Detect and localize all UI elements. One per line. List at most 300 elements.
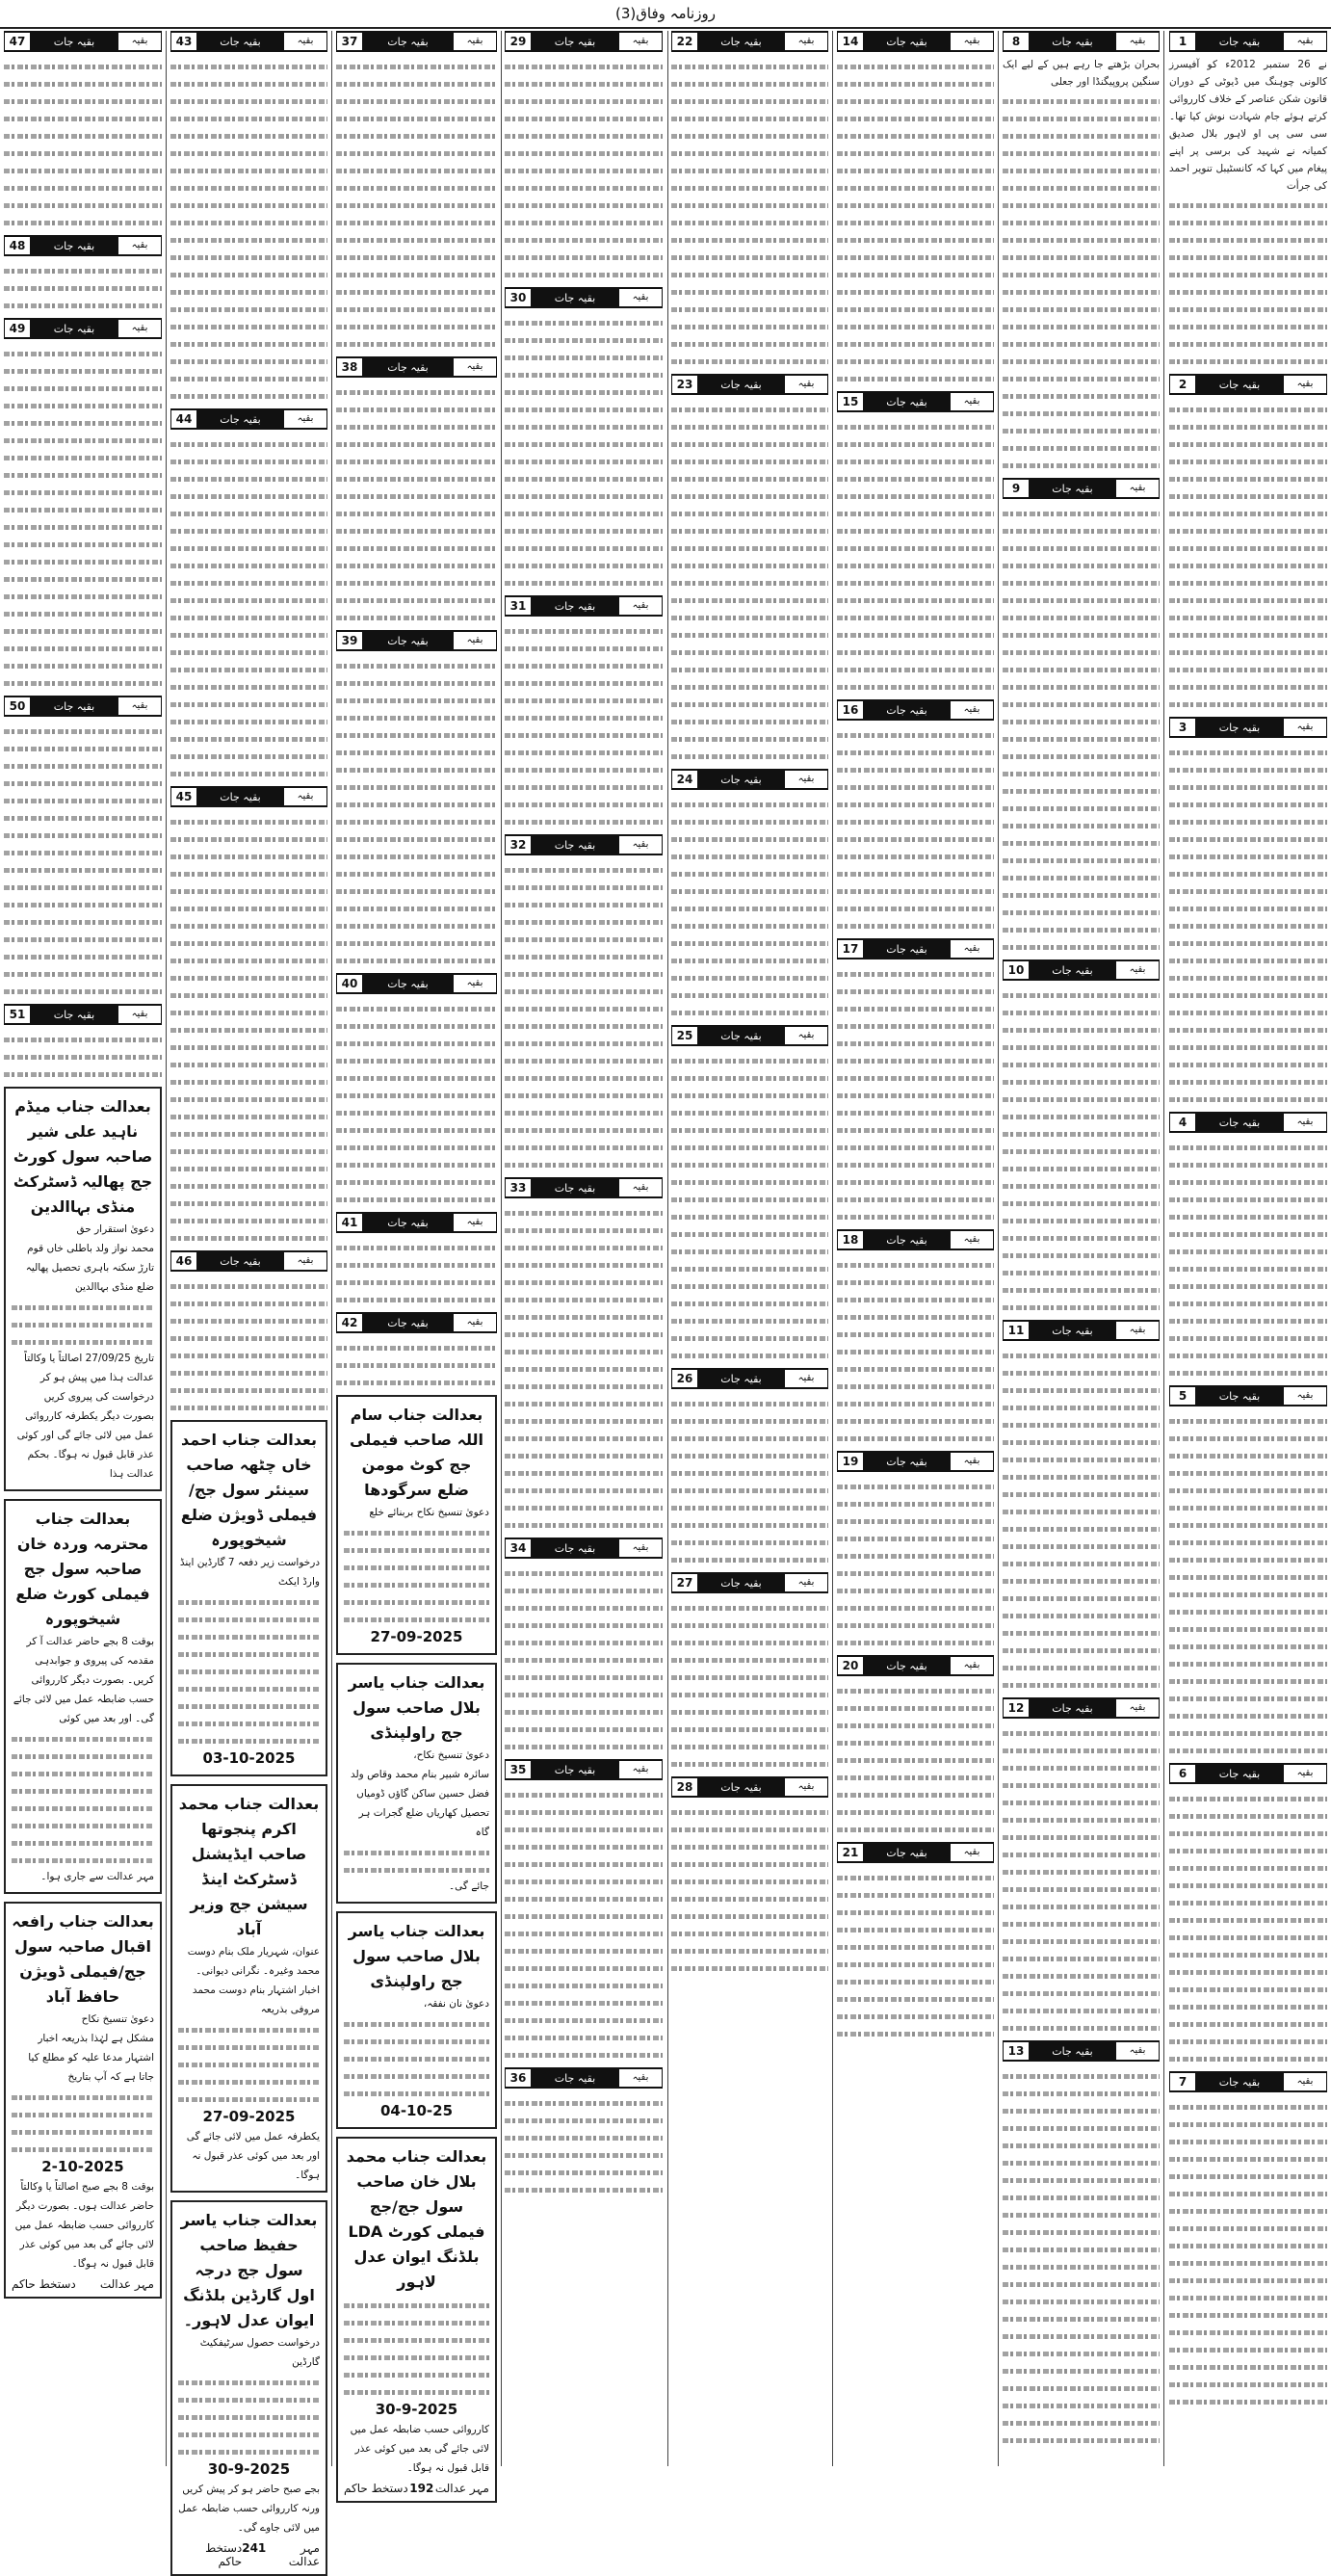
text-line xyxy=(1169,881,1327,898)
text-line xyxy=(1169,1310,1327,1327)
text-line xyxy=(344,2031,489,2048)
text-line xyxy=(837,247,994,264)
text-line xyxy=(336,264,497,281)
text-line xyxy=(505,416,663,434)
text-line xyxy=(170,763,327,780)
continuation-number: 20 xyxy=(838,1657,864,1674)
column-5 xyxy=(501,31,666,2466)
text-line xyxy=(344,2364,489,2381)
continuation-tag: بقیہ xyxy=(618,1539,662,1557)
text-line xyxy=(170,247,327,264)
text-line xyxy=(837,1393,994,1410)
continuation-article xyxy=(1003,2040,1160,2447)
text-line xyxy=(505,1701,663,1719)
text-line xyxy=(336,451,497,468)
text-line xyxy=(671,399,828,416)
text-line xyxy=(671,828,828,846)
text-line xyxy=(1003,247,1160,264)
text-line xyxy=(837,1376,994,1393)
text-line xyxy=(4,295,162,312)
continuation-header xyxy=(837,1451,994,1472)
text-line xyxy=(1003,1432,1160,1449)
continuation-label: بقیہ جات xyxy=(720,1780,762,1794)
text-line xyxy=(505,1667,663,1684)
text-line xyxy=(336,316,497,333)
text-line xyxy=(1003,2308,1160,2326)
text-line xyxy=(837,125,994,143)
text-line xyxy=(671,1119,828,1137)
text-line xyxy=(1003,1740,1160,1757)
text-line xyxy=(1003,850,1160,867)
text-line xyxy=(837,351,994,368)
continuation-tag: بقیہ xyxy=(117,237,161,254)
text-line xyxy=(170,108,327,125)
text-line xyxy=(1003,1345,1160,1362)
continuation-article xyxy=(4,1004,162,1081)
text-line xyxy=(671,711,828,728)
text-line xyxy=(505,981,663,998)
text-line xyxy=(1169,776,1327,794)
continuation-number: 27 xyxy=(672,1574,698,1591)
continuation-label: بقیہ جات xyxy=(720,1576,762,1590)
continuation-label: بقیہ جات xyxy=(554,838,596,852)
continuation-number: 8 xyxy=(1004,33,1030,50)
text-line xyxy=(1169,264,1327,281)
text-line xyxy=(1003,125,1160,143)
text-line xyxy=(671,1888,828,1906)
text-line xyxy=(1169,503,1327,520)
text-line xyxy=(336,143,497,160)
text-line xyxy=(837,572,994,590)
continuation-article xyxy=(837,391,994,694)
text-line xyxy=(837,108,994,125)
continuation-filler xyxy=(336,381,497,624)
text-line xyxy=(1003,2117,1160,2135)
text-line xyxy=(505,1202,663,1220)
text-line xyxy=(4,894,162,911)
notice-text: عنوان، شہریار ملک بنام دوست محمد وغیرہ۔ نگرانی دیوانی۔ اخبار اشتہار بنام دوست محمد مروفی بذریعہ xyxy=(187,1946,320,2015)
continuation-header xyxy=(837,699,994,721)
text-line xyxy=(1169,1445,1327,1462)
text-line xyxy=(1003,2017,1160,2035)
continuation-tag: بقیہ xyxy=(950,33,993,50)
text-line xyxy=(671,1497,828,1514)
hearing-date: 30-9-2025 xyxy=(375,2401,458,2418)
text-line xyxy=(4,430,162,447)
continuation-article xyxy=(1169,1763,1327,2065)
continuation-header xyxy=(505,31,663,52)
text-line xyxy=(671,1514,828,1532)
continuation-article xyxy=(1003,478,1160,954)
text-line xyxy=(170,1193,327,1210)
continuation-article xyxy=(505,287,663,590)
text-line xyxy=(4,412,162,430)
text-line xyxy=(505,1254,663,1272)
text-line xyxy=(837,1919,994,1936)
text-line xyxy=(170,177,327,195)
text-line xyxy=(671,881,828,898)
continuation-number: 4 xyxy=(1170,1114,1196,1131)
text-line xyxy=(505,707,663,724)
text-line xyxy=(1169,316,1327,333)
continuation-filler xyxy=(1003,503,1160,954)
text-line xyxy=(505,1341,663,1358)
notice-closing: جائے گی۔ xyxy=(448,1880,489,1892)
text-line xyxy=(837,333,994,351)
continuation-filler xyxy=(837,724,994,933)
text-line xyxy=(178,2019,320,2037)
hearing-date: 30-9-2025 xyxy=(207,2460,291,2478)
text-line xyxy=(178,1695,320,1713)
text-line xyxy=(837,91,994,108)
text-line xyxy=(671,1445,828,1462)
text-line xyxy=(4,638,162,655)
text-line xyxy=(505,1801,663,1819)
text-line xyxy=(837,590,994,607)
text-line xyxy=(170,56,327,73)
text-line xyxy=(336,1254,497,1272)
text-line xyxy=(1169,1788,1327,1805)
text-line xyxy=(671,1958,828,1975)
continuation-article xyxy=(1169,374,1327,711)
text-line xyxy=(4,534,162,551)
continuation-label: بقیہ جات xyxy=(886,395,927,408)
text-line xyxy=(505,1480,663,1497)
continuation-header xyxy=(336,356,497,378)
text-line xyxy=(505,264,663,281)
text-line xyxy=(1169,555,1327,572)
text-line xyxy=(336,690,497,707)
continuation-header xyxy=(1169,31,1327,52)
text-line xyxy=(336,1272,497,1289)
text-line xyxy=(1169,1002,1327,1019)
text-line xyxy=(1169,1154,1327,1171)
text-line xyxy=(1169,1892,1327,1909)
text-line xyxy=(1169,212,1327,229)
text-line xyxy=(1003,403,1160,420)
text-line xyxy=(336,333,497,351)
text-line xyxy=(1003,1605,1160,1622)
continuation-number: 50 xyxy=(5,697,31,715)
text-line xyxy=(170,1397,327,1414)
continuation-tag: بقیہ xyxy=(784,771,827,788)
continuation-header xyxy=(1169,1112,1327,1133)
continuation-label: بقیہ جات xyxy=(1052,1324,1093,1337)
text-line xyxy=(1169,2252,1327,2270)
text-line xyxy=(1169,1944,1327,1961)
continuation-header xyxy=(4,235,162,256)
text-line xyxy=(837,1954,994,1971)
text-line xyxy=(1169,811,1327,828)
text-line xyxy=(1169,1089,1327,1106)
text-line xyxy=(505,1324,663,1341)
text-line xyxy=(1169,1566,1327,1584)
text-line xyxy=(4,981,162,998)
notice-closing: کارروائی حسب ضابطہ عمل میں لائی جائے گی بعد میں کوئی عذر قابل قبول نہ ہوگا۔ xyxy=(350,2424,489,2474)
continuation-header xyxy=(336,31,497,52)
text-line xyxy=(344,2312,489,2329)
text-line xyxy=(336,1372,497,1389)
text-line xyxy=(671,1923,828,1940)
text-line xyxy=(837,1615,994,1632)
continuation-number: 37 xyxy=(337,33,363,50)
text-line xyxy=(837,898,994,915)
text-line xyxy=(12,1746,154,1763)
text-line xyxy=(1169,2131,1327,2148)
text-line xyxy=(505,212,663,229)
continuation-header xyxy=(1169,2071,1327,2092)
text-line xyxy=(671,212,828,229)
text-line xyxy=(505,486,663,503)
text-line xyxy=(336,950,497,967)
continuation-filler xyxy=(837,416,994,694)
text-line xyxy=(505,555,663,572)
text-line xyxy=(1169,1636,1327,1653)
text-line xyxy=(1003,1071,1160,1089)
text-line xyxy=(671,264,828,281)
continuation-label: بقیہ جات xyxy=(387,360,429,374)
text-line xyxy=(1003,1948,1160,1965)
continuation-filler xyxy=(336,998,497,1206)
court-notice xyxy=(4,1087,162,1491)
continuation-number: 3 xyxy=(1170,719,1196,736)
text-line xyxy=(170,434,327,451)
text-line xyxy=(170,1227,327,1245)
text-line xyxy=(505,1237,663,1254)
text-line xyxy=(336,125,497,143)
text-line xyxy=(336,416,497,434)
text-line xyxy=(671,590,828,607)
text-line xyxy=(505,2092,663,2110)
text-line xyxy=(4,672,162,690)
continuation-header xyxy=(837,31,994,52)
text-line xyxy=(837,177,994,195)
text-line xyxy=(1169,247,1327,264)
text-line xyxy=(1169,950,1327,967)
text-line xyxy=(505,811,663,828)
text-line xyxy=(1169,468,1327,486)
court-notice xyxy=(170,1420,327,1776)
text-line xyxy=(336,555,497,572)
continuation-header xyxy=(170,31,327,52)
text-line xyxy=(170,572,327,590)
text-line xyxy=(1169,1137,1327,1154)
text-line xyxy=(671,1871,828,1888)
text-line xyxy=(4,586,162,603)
text-line xyxy=(671,1189,828,1206)
text-line xyxy=(336,1171,497,1189)
masthead xyxy=(0,0,1331,29)
continuation-label: بقیہ جات xyxy=(1052,482,1093,495)
text-line xyxy=(505,364,663,381)
continuation-tag: بقیہ xyxy=(618,289,662,306)
text-line xyxy=(837,1528,994,1545)
text-line xyxy=(1003,902,1160,919)
continuation-header xyxy=(336,1212,497,1233)
text-line xyxy=(12,1850,154,1867)
text-line xyxy=(1169,1909,1327,1927)
continuation-filler xyxy=(1169,1137,1327,1380)
text-line xyxy=(505,911,663,929)
court-heading: بعدالت جناب میڈم ناہید علی شیر صاحبہ سول کورٹ جج پھالیہ ڈسٹرکٹ منڈی بہاالدین xyxy=(13,1097,153,1216)
text-line xyxy=(336,247,497,264)
text-line xyxy=(1003,1123,1160,1141)
text-line xyxy=(505,877,663,894)
continuation-text: نے 26 ستمبر 2012ء کو آفیسرز کالونی چوہنگ میں ڈیوٹی کے دوران قانون شکن عناصر کے خلاف کارروائی کرتے ہوئے جام شہادت نوش کیا تھا۔ سی سی پی او لاہور بلال صدیق کمیانہ نے شہید کی برسی پر اپنے پیغام میں کہا کہ کانسٹیبل تنویر احمد کی جرأت xyxy=(1169,59,1327,192)
text-line xyxy=(4,946,162,963)
text-line xyxy=(1003,1279,1160,1297)
text-line xyxy=(170,811,327,828)
continuation-label: بقیہ جات xyxy=(220,790,261,803)
text-line xyxy=(671,1241,828,1258)
text-line xyxy=(1169,1688,1327,1705)
text-line xyxy=(1003,538,1160,555)
text-line xyxy=(837,1632,994,1649)
text-line xyxy=(344,2329,489,2347)
text-line xyxy=(1169,2013,1327,2031)
continuation-article xyxy=(4,31,162,229)
text-line xyxy=(837,1732,994,1749)
continuation-filler xyxy=(505,56,663,281)
continuation-header xyxy=(170,408,327,430)
text-line xyxy=(170,1362,327,1380)
continuation-number: 11 xyxy=(1004,1322,1030,1339)
text-line xyxy=(837,1102,994,1119)
continuation-article xyxy=(837,938,994,1223)
text-line xyxy=(170,1019,327,1037)
text-line xyxy=(837,160,994,177)
text-line xyxy=(1169,520,1327,538)
text-line xyxy=(336,177,497,195)
text-line xyxy=(344,2048,489,2065)
text-line xyxy=(170,985,327,1002)
continuation-label: بقیہ جات xyxy=(554,291,596,304)
text-line xyxy=(336,898,497,915)
text-line xyxy=(505,1220,663,1237)
text-line xyxy=(671,1615,828,1632)
text-line xyxy=(505,503,663,520)
court-notice xyxy=(4,1902,162,2299)
text-line xyxy=(1003,1553,1160,1570)
text-line xyxy=(1003,2065,1160,2083)
text-line xyxy=(505,1376,663,1393)
text-line xyxy=(505,894,663,911)
continuation-number: 39 xyxy=(337,632,363,649)
hearing-date: 03-10-2025 xyxy=(202,1749,296,1767)
text-line xyxy=(1003,555,1160,572)
text-line xyxy=(1169,1601,1327,1618)
text-line xyxy=(505,229,663,247)
court-heading: بعدالت جناب یاسر بلال صاحب سول جج راولپنڈی xyxy=(348,1922,485,1990)
continuation-number: 24 xyxy=(672,771,698,788)
text-line xyxy=(1003,1774,1160,1792)
text-line xyxy=(336,212,497,229)
continuation-header xyxy=(505,1177,663,1198)
text-line xyxy=(1003,1397,1160,1414)
text-line xyxy=(170,1002,327,1019)
notice-text: درخواست زیر دفعہ 7 گارڈین اینڈ وارڈ ایکٹ xyxy=(179,1557,320,1588)
text-line xyxy=(1003,572,1160,590)
text-line xyxy=(1003,832,1160,850)
text-line xyxy=(505,1067,663,1085)
text-line xyxy=(671,520,828,538)
text-line xyxy=(1169,985,1327,1002)
text-line xyxy=(1169,846,1327,863)
text-line xyxy=(671,1667,828,1684)
text-line xyxy=(1003,2378,1160,2395)
text-line xyxy=(1003,1484,1160,1501)
text-line xyxy=(1169,1223,1327,1241)
continuation-number: 1 xyxy=(1170,33,1196,50)
text-line xyxy=(671,1428,828,1445)
text-line xyxy=(671,1906,828,1923)
text-line xyxy=(170,73,327,91)
text-line xyxy=(336,828,497,846)
text-line xyxy=(170,1293,327,1310)
text-line xyxy=(1169,1327,1327,1345)
continuation-tag: بقیہ xyxy=(453,1214,496,1231)
text-line xyxy=(4,755,162,773)
continuation-label: بقیہ جات xyxy=(387,35,429,48)
text-line xyxy=(336,229,497,247)
text-line xyxy=(671,1275,828,1293)
text-line xyxy=(671,1853,828,1871)
text-line xyxy=(336,108,497,125)
text-line xyxy=(1169,2200,1327,2218)
text-line xyxy=(170,91,327,108)
text-line xyxy=(1003,1002,1160,1019)
text-line xyxy=(178,2054,320,2071)
text-line xyxy=(178,1609,320,1626)
text-line xyxy=(1003,281,1160,299)
continuation-tag: بقیہ xyxy=(453,632,496,649)
text-line xyxy=(4,177,162,195)
text-line xyxy=(1003,1297,1160,1314)
court-notice xyxy=(336,1395,497,1655)
newspaper-title: روزنامہ وفاق(3) xyxy=(615,5,716,22)
text-line xyxy=(505,1289,663,1306)
text-line xyxy=(1169,642,1327,659)
court-notice xyxy=(336,2137,497,2503)
continuation-number: 5 xyxy=(1170,1387,1196,1405)
text-line xyxy=(336,1015,497,1033)
text-line xyxy=(170,1054,327,1071)
text-line xyxy=(170,1210,327,1227)
text-line xyxy=(1169,1875,1327,1892)
continuation-tag: بقیہ xyxy=(950,940,993,958)
continuation-filler xyxy=(671,1597,828,1771)
text-line xyxy=(4,877,162,894)
continuation-tag: بقیہ xyxy=(618,836,662,854)
continuation-article xyxy=(336,1212,497,1306)
text-line xyxy=(1169,1840,1327,1857)
continuation-number: 29 xyxy=(506,33,532,50)
text-line xyxy=(170,898,327,915)
column-7 xyxy=(167,31,331,2568)
continuation-filler xyxy=(4,343,162,690)
text-line xyxy=(178,1626,320,1643)
text-line xyxy=(4,395,162,412)
text-line xyxy=(344,1557,489,1574)
text-line xyxy=(178,1661,320,1678)
text-line xyxy=(837,1884,994,1902)
text-line xyxy=(671,177,828,195)
continuation-article xyxy=(1003,1697,1160,2035)
text-line xyxy=(336,915,497,933)
continuation-header xyxy=(1003,1697,1160,1719)
text-line xyxy=(336,56,497,73)
text-line xyxy=(505,690,663,707)
